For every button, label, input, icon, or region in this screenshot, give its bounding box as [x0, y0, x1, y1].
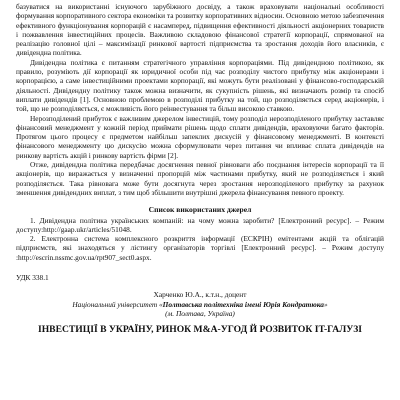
affiliation-name: Полтавська політехніка імені Юрія Кондратюка	[162, 299, 324, 309]
city-line: (м. Полтава, Україна)	[165, 308, 235, 318]
udk-code: УДК 338.1	[16, 273, 49, 283]
affiliation-prefix: Національний університет «	[72, 299, 163, 309]
body-paragraph-2: Дивідендна політика є питанням стратегічного управління корпораціями. Під дивідендною політикою, як правило, розуміють дії корпорації як юридичної особи під час розподілу чистого прибутку між акціонерами і корпорацією, а саме інвестиційними проектами корпорації, які можуть бути реалізовані у фінансово-господарській діяльності. Дивідендну політику також можна визначити, як сукупність рішень, які визначають розмір та спосіб виплати дивідендів [1]. Основною проблемою в розподілі прибутку на той, що розподіляється серед акціонерів, і той, що не розподіляється, є можливість його реінвестування та більш високою ставкою.	[16, 57, 384, 114]
body-paragraph-1: базуватися на використанні існуючого зарубіжного досвіду, а також враховувати національні особливості формування корпоративного сектора економіки та розвитку корпоративних відносин. Основною метою забезпечення ефективного функціонування корпорацій є насамперед, підвищення ефективності діяльності акціонерних товариств і пожвавлення інвестиційних процесів. Важливою складовою фінансової стратегії корпорації, спрямованої на реалізацію головної цілі – максимізації ринкової вартості підприємства та зростання доходів його власників, є дивідендна політика.	[16, 2, 384, 58]
affiliation-line	[16, 300, 384, 309]
body-paragraph-3: Нерозподілений прибуток є важливим джерелом інвестицій, тому розподіл нерозподіленого прибутку заставляє фінансовий менеджмент у кожній період приймати рішень щодо сплати дивідендів, враховуючи багато факторів. Протягом цього процесу є предметом найбільш запеклих дискусій у фінансовому менеджменті. В контексті фінансового менеджменту цю дискусію можна сформулювати через питання чи впливає сплата дивідендів на ринкову вартість акцій і ринкову вартість фірми [2].	[16, 113, 384, 160]
body-paragraph-4: Отже, дивідендна політика передбачає досягнення певної рівноваги або поєднання інтересів корпорації та її акціонерів, що виражається у визначенні пропорцій між частинами прибутку, який не розподіляється і який розподіляється. Така рівновага може бути досягнута через зростання нерозподіленого прибутку за рахунок зменшення дивідендних виплат, з тим щоб збільшити внутрішні джерела фінансування певного проекту.	[16, 160, 384, 197]
author-line: Харченко Ю.А., к.т.н., доцент	[153, 290, 247, 300]
reference-item-2: 2. Електронна система комплексного розкриття інформації (ЕСКРІН) емітентами акцій та облігацій підприємств, які знаходяться у лістингу організаторів торгівлі [Електронний ресурс]. – Режим доступу :http://escrin.nssmc.gov.ua/rpt907_sect0.aspx.	[16, 234, 384, 262]
affiliation-suffix: »	[323, 299, 328, 309]
article-title: ІНВЕСТИЦІЇ В УКРАЇНУ, РИНОК M&A-УГОД Й РОЗВИТОК IT-ГАЛУЗІ	[37, 324, 363, 336]
references-title: Список використаних джерел	[148, 205, 252, 215]
reference-item-1: 1. Дивідендна політика українських компаній: на чому можна заробити? [Електронний ресурс]. – Режим доступу:http://gaap.ukr/articles/51048.	[16, 215, 384, 234]
